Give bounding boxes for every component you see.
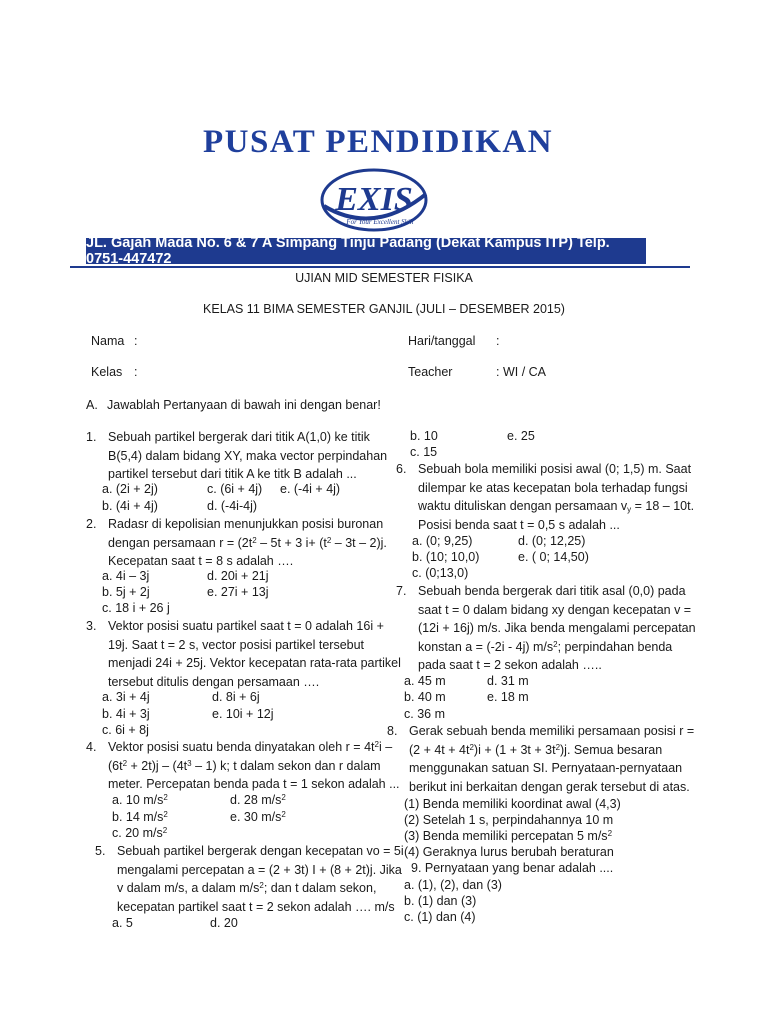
superscript: 2 [163,810,168,819]
statement-text: (3) Benda memiliki percepatan 5 m/s [404,829,608,843]
superscript: 3 [187,758,192,768]
q5-text-part: ; dan t dalam sekon, [263,881,377,895]
q6-number: 6. [396,462,407,476]
superscript: 2 [469,742,474,752]
q4-option-d [230,793,286,807]
q9-option-c: c. (1) dan (4) [404,910,476,924]
q1-line: partikel tersebut dari titik A ke titk B adalah ... [108,467,357,481]
q5-line: Sebuah partikel bergerak dengan kecepatan vo = 5i [117,844,404,858]
q4-text-part: + 2t)j – (4t [127,758,188,773]
q2-text-part: dengan persamaan r = (2t [108,535,253,550]
q8-statement-1: (1) Benda memiliki koordinat awal (4,3) [404,797,621,811]
superscript: 2 [607,829,613,838]
q2-option-e: e. 27i + 13j [207,585,269,599]
q4-text-part: i – [378,740,393,754]
q7-option-c: c. 36 m [404,707,445,721]
kelas-colon: : [134,365,138,379]
institution-title: PUSAT PENDIDIKAN [203,124,554,160]
q5-line: kecepatan partikel saat t = 2 sekon adalah …. m/s [117,899,395,914]
q6-text-part: = 18 – 10t. [631,499,695,513]
q8-text-part: )i + (1 + 3t + 3t [473,742,556,757]
q8-text-part: (2 + 4t + 4t [409,742,470,757]
nama-colon: : [134,334,138,348]
q8-text-part: )j. Semua besaran [560,742,663,757]
hari-colon: : [496,334,500,348]
q8-line: berikut ini berkaitan dengan gerak tersebut di atas. [409,779,690,794]
q9-prompt: 9. Pernyataan yang benar adalah .... [411,861,614,875]
teacher-label: Teacher [408,365,453,379]
q7-line: Sebuah benda bergerak dari titik asal (0,0) pada [418,584,686,598]
q3-option-e: e. 10i + 12j [212,707,274,721]
q7-text [418,582,696,675]
exis-logo [318,166,430,238]
q1-line: Sebuah partikel bergerak dari titik A(1,0) ke titik [108,430,370,444]
q6-line [418,497,694,516]
q7-line: pada saat t = 2 sekon adalah ….. [418,658,602,672]
subscript: y [627,505,632,514]
q6-option-c: c. (0;13,0) [412,566,469,580]
superscript: 2 [252,535,257,545]
q2-number: 2. [86,517,97,531]
option-text: d. 28 m/s [230,793,282,807]
superscript: 2 [163,793,168,802]
q6-line: Posisi benda saat t = 0,5 s adalah ... [418,517,620,532]
q7-text-part: konstan a = (-2i - 4j) m/s [418,639,554,654]
option-text: b. 14 m/s [112,810,164,824]
q8-line [409,741,694,760]
q8-statement-3 [404,829,612,843]
q4-line [108,738,400,757]
q5-option-b: b. 10 [410,429,438,443]
superscript: 2 [162,826,168,835]
q9-option-b: b. (1) dan (3) [404,894,477,908]
header-divider [70,266,690,268]
q6-line: Sebuah bola memiliki posisi awal (0; 1,5) m. Saat [418,462,692,476]
q8-line: Gerak sebuah benda memiliki persamaan posisi r = [409,724,695,738]
q5-option-d: d. 20 [210,916,238,930]
q2-text [108,515,387,571]
q7-option-a: a. 45 m [404,674,446,688]
option-text: a. 10 m/s [112,793,164,807]
nama-label: Nama [91,334,125,348]
q1-option-e: e. (-4i + 4j) [280,482,341,496]
q2-line: Radasr di kepolisian menunjukkan posisi buronan [108,517,384,531]
q5-line: mengalami percepatan a = (2 + 3t) I + (8 + 2t)j. Jika [117,862,402,877]
q3-option-c: c. 6i + 8j [102,723,149,737]
q7-line [418,638,696,657]
q8-text [409,722,694,796]
q7-line: (12i + 16j) m/s. Jika benda mengalami percepatan [418,621,696,635]
logo-text: EXIS [335,181,413,218]
q1-option-a: a. (2i + 2j) [102,482,158,496]
superscript: 2 [281,793,286,802]
q5-text [117,842,404,916]
exam-title: UJIAN MID SEMESTER FISIKA [295,271,473,285]
q8-line: menggunakan satuan SI. Pernyataan-pernyataan [409,761,683,775]
address-banner [86,235,646,267]
q6-text-part: waktu dituliskan dengan persamaan v [418,499,628,513]
q4-option-e [230,810,286,824]
q4-option-a [112,793,168,807]
q6-option-a: a. (0; 9,25) [412,534,473,548]
q3-option-a: a. 3i + 4j [102,690,150,704]
q3-line: menjadi 24i + 25j. Vektor kecepatan rata-rata partikel [108,656,401,670]
q3-number: 3. [86,619,97,633]
q4-option-b [112,810,168,824]
q7-number: 7. [396,584,407,598]
q7-line: saat t = 0 dalam bidang xy dengan kecepatan v = [418,602,692,617]
q1-option-c: c. (6i + 4j) [207,482,263,496]
q4-line [108,757,400,776]
q6-option-e: e. ( 0; 14,50) [518,550,589,564]
kelas-label: Kelas [91,365,123,379]
superscript: 2 [281,810,286,819]
q4-text-part: (6t [108,758,123,773]
q5-option-a: a. 5 [112,916,133,930]
q6-option-b: b. (10; 10,0) [412,550,480,564]
q5-number: 5. [95,844,106,858]
q7-option-b: b. 40 m [404,690,446,704]
option-text: e. 30 m/s [230,810,282,824]
q9-option-a: a. (1), (2), dan (3) [404,878,502,892]
q8-number: 8. [387,724,398,738]
q2-option-d: d. 20i + 21j [207,569,269,583]
address-text: JL. Gajah Mada No. 6 & 7 A Simpang Tinju Padang (Dekat Kampus ITP) Telp. 0751-447472 [86,235,610,267]
q3-option-d: d. 8i + 6j [212,690,260,704]
q4-number: 4. [86,740,97,754]
q6-option-d: d. (0; 12,25) [518,534,586,548]
q2-option-a: a. 4i – 3j [102,569,150,583]
q3-text [108,617,401,691]
q1-option-b: b. (4i + 4j) [102,499,158,513]
q2-line [108,534,387,553]
exam-class-line: KELAS 11 BIMA SEMESTER GANJIL (JULI – DESEMBER 2015) [203,302,565,316]
section-instruction: Jawablah Pertanyaan di bawah ini dengan benar! [107,398,381,412]
q4-line: meter. Percepatan benda pada t = 1 sekon adalah ... [108,777,400,791]
logo-tagline: For Your Excellent Skill [346,218,414,226]
q1-text [108,428,387,484]
q2-text-part: – 3t – 2)j. [331,535,387,550]
q4-text-part: Vektor posisi suatu benda dinyatakan oleh r = 4t [108,740,375,754]
teacher-value: : WI / CA [496,365,546,379]
q2-option-b: b. 5j + 2j [102,585,150,599]
q2-line: Kecepatan saat t = 8 s adalah …. [108,554,294,568]
q7-text-part: ; perpindahan benda [557,639,673,654]
q8-statement-4: (4) Geraknya lurus berubah beraturan [404,845,614,859]
superscript: 2 [553,639,558,649]
q3-option-b: b. 4i + 3j [102,707,150,721]
q2-text-part: – 5t + 3 i+ (t [256,535,327,550]
superscript: 2 [374,740,379,749]
q7-option-e: e. 18 m [487,690,529,704]
superscript: 2 [122,758,128,768]
option-text: c. 20 m/s [112,826,163,840]
q4-text [108,738,400,794]
q4-text-part: – 1) k; t dalam sekon dan r dalam [191,758,381,773]
q3-line: 19j. Saat t = 2 s, vector posisi partikel tersebut [108,637,365,652]
hari-label: Hari/tanggal [408,334,476,348]
section-letter: A. [86,398,98,412]
q5-text-part: v dalam m/s, a dalam m/s [117,881,260,895]
q5-line [117,879,404,898]
q1-option-d: d. (-4i-4j) [207,499,258,513]
q3-line: Vektor posisi suatu partikel saat t = 0 adalah 16i + [108,619,384,633]
q6-line: dilempar ke atas kecepatan bola terhadap fungsi [418,480,688,495]
q4-option-c [112,826,167,840]
q7-option-d: d. 31 m [487,674,529,688]
q2-option-c: c. 18 i + 26 j [102,601,170,615]
superscript: 2 [326,535,332,545]
superscript: 2 [555,742,561,752]
q5-option-e: e. 25 [507,429,535,443]
q1-line: B(5,4) dalam bidang XY, maka vector perpindahan [108,448,388,463]
superscript: 2 [259,881,264,890]
q8-statement-2: (2) Setelah 1 s, perpindahannya 10 m [404,813,614,827]
q6-text [418,460,694,534]
q3-line: tersebut ditulis dengan persamaan …. [108,674,320,689]
q1-number: 1. [86,430,97,444]
q5-option-c: c. 15 [410,445,438,459]
